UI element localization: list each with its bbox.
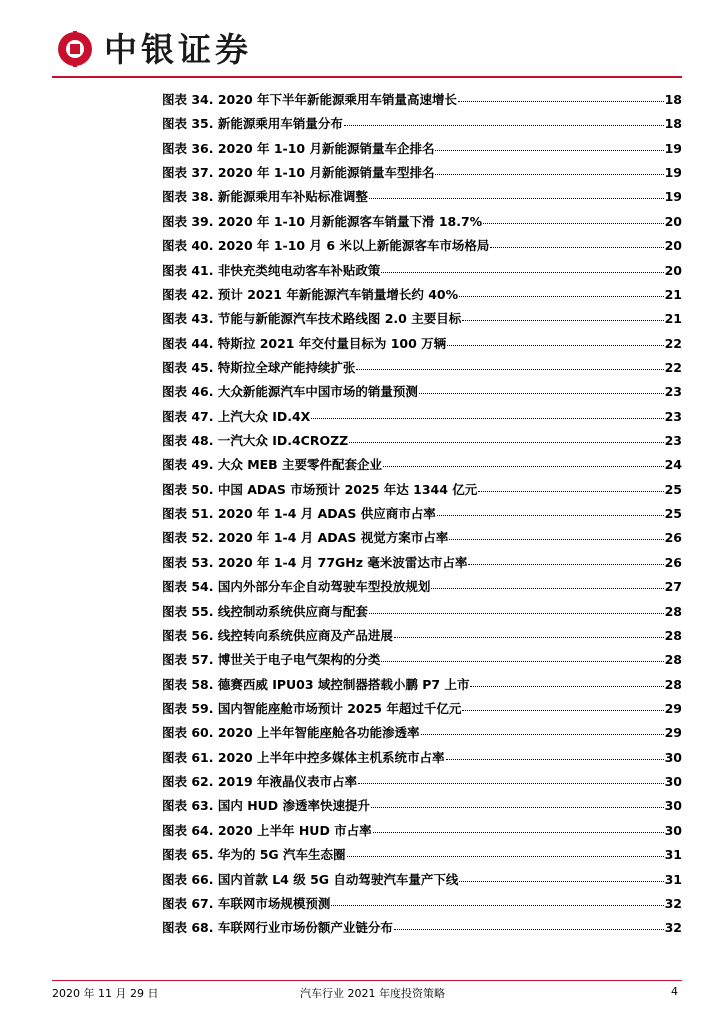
brand-name: 中银证券 bbox=[104, 30, 252, 69]
toc-entry-page[interactable]: 18 bbox=[664, 116, 682, 132]
toc-entry-page[interactable]: 18 bbox=[664, 92, 682, 107]
toc-entry-title[interactable]: 图表 63. 国内 HUD 渗透率快速提升 bbox=[162, 798, 371, 814]
toc-leader-dots bbox=[459, 286, 663, 297]
toc-leader-dots bbox=[490, 237, 663, 248]
footer-report-title: 汽车行业 2021 年度投资策略 bbox=[300, 987, 445, 1000]
toc-entry-page[interactable]: 29 bbox=[664, 700, 682, 716]
toc-leader-dots bbox=[419, 383, 664, 394]
toc-entry[interactable] bbox=[162, 114, 682, 138]
toc-entry-title[interactable]: 图表 65. 华为的 5G 汽车生态圈 bbox=[162, 847, 346, 863]
toc-entry-page[interactable]: 29 bbox=[664, 725, 682, 741]
toc-entry-title[interactable]: 图表 34. 2020 年下半年新能源乘用车销量高速增长 bbox=[162, 92, 457, 107]
toc-entry[interactable] bbox=[162, 845, 682, 869]
toc-entry[interactable] bbox=[162, 382, 682, 406]
toc-entry-title[interactable]: 图表 64. 2020 上半年 HUD 市占率 bbox=[162, 822, 372, 838]
toc-entry-page[interactable]: 20 bbox=[664, 238, 682, 254]
toc-entry-page[interactable]: 26 bbox=[664, 554, 682, 570]
toc-entry-page[interactable]: 23 bbox=[664, 384, 682, 400]
toc-entry-page[interactable]: 22 bbox=[664, 359, 682, 375]
toc-entry[interactable] bbox=[162, 553, 682, 577]
toc-entry-page[interactable]: 27 bbox=[664, 579, 682, 595]
toc-entry-title[interactable]: 图表 41. 非快充类纯电动客车补贴政策 bbox=[162, 262, 381, 278]
toc-entry-page[interactable]: 28 bbox=[664, 603, 682, 619]
toc-entry-title[interactable]: 图表 48. 一汽大众 ID.4CROZZ bbox=[162, 433, 349, 449]
toc-entry-title[interactable]: 图表 67. 车联网市场规模预测 bbox=[162, 895, 331, 911]
toc-entry-page[interactable]: 31 bbox=[664, 847, 682, 863]
toc-entry-title[interactable]: 图表 43. 节能与新能源汽车技术路线图 2.0 主要目标 bbox=[162, 311, 462, 327]
toc-entry[interactable] bbox=[162, 504, 682, 528]
toc-entry[interactable] bbox=[162, 626, 682, 650]
toc-entry-page[interactable]: 24 bbox=[664, 457, 682, 473]
toc-leader-dots bbox=[356, 359, 663, 370]
toc-entry[interactable] bbox=[162, 870, 682, 894]
toc-entry[interactable] bbox=[162, 602, 682, 626]
toc-entry-title[interactable]: 图表 57. 博世关于电子电气架构的分类 bbox=[162, 652, 381, 668]
toc-entry[interactable] bbox=[162, 748, 682, 772]
toc-entry-page[interactable]: 22 bbox=[664, 335, 682, 351]
toc-leader-dots bbox=[381, 262, 663, 273]
toc-leader-dots bbox=[394, 919, 664, 930]
toc-entry[interactable] bbox=[162, 455, 682, 479]
toc-leader-dots bbox=[462, 310, 663, 321]
toc-entry[interactable] bbox=[162, 431, 682, 455]
toc-entry-page[interactable]: 31 bbox=[664, 871, 682, 887]
toc-entry-page[interactable]: 25 bbox=[664, 506, 682, 522]
toc-leader-dots bbox=[431, 578, 663, 589]
toc-entry-title[interactable]: 图表 60. 2020 上半年智能座舱各功能渗透率 bbox=[162, 725, 420, 741]
toc-entry-title[interactable]: 图表 55. 线控制动系统供应商与配套 bbox=[162, 603, 368, 619]
toc-entry-title[interactable]: 图表 39. 2020 年 1-10 月新能源客车销量下滑 18.7% bbox=[162, 213, 483, 229]
toc-entry-title[interactable]: 图表 42. 预计 2021 年新能源汽车销量增长约 40% bbox=[162, 286, 459, 302]
toc-leader-dots bbox=[344, 115, 664, 126]
toc-entry[interactable] bbox=[162, 334, 682, 358]
toc-entry[interactable] bbox=[162, 796, 682, 820]
toc-entry-title[interactable]: 图表 54. 国内外部分车企自动驾驶车型投放规划 bbox=[162, 579, 431, 595]
toc-entry-page[interactable]: 21 bbox=[664, 286, 682, 302]
toc-entry-title[interactable]: 图表 51. 2020 年 1-4 月 ADAS 供应商市占率 bbox=[162, 506, 436, 522]
toc-entry-page[interactable]: 30 bbox=[664, 822, 682, 838]
toc-entry-page[interactable]: 19 bbox=[664, 140, 682, 156]
toc-entry-page[interactable]: 20 bbox=[664, 213, 682, 229]
toc-entry-title[interactable]: 图表 47. 上汽大众 ID.4X bbox=[162, 408, 311, 424]
toc-entry[interactable] bbox=[162, 918, 682, 942]
toc-entry[interactable] bbox=[162, 90, 682, 114]
footer-page-number: 4 bbox=[671, 985, 678, 998]
footer-divider bbox=[52, 980, 682, 981]
toc-entry[interactable] bbox=[162, 139, 682, 163]
toc-entry-page[interactable]: 30 bbox=[664, 798, 682, 814]
toc-entry[interactable] bbox=[162, 894, 682, 918]
toc-entry-title[interactable]: 图表 68. 车联网行业市场份额产业链分布 bbox=[162, 920, 393, 936]
toc-entry[interactable] bbox=[162, 675, 682, 699]
toc-leader-dots bbox=[311, 408, 663, 419]
toc-entry-page[interactable]: 32 bbox=[664, 920, 682, 936]
toc-entry[interactable] bbox=[162, 163, 682, 187]
toc-entry[interactable] bbox=[162, 236, 682, 260]
toc-leader-dots bbox=[459, 871, 663, 882]
toc-entry-page[interactable]: 28 bbox=[664, 676, 682, 692]
table-of-figures bbox=[162, 90, 682, 943]
toc-entry-page[interactable]: 28 bbox=[664, 652, 682, 668]
toc-entry-title[interactable]: 图表 53. 2020 年 1-4 月 77GHz 毫米波雷达市占率 bbox=[162, 554, 468, 570]
page-header bbox=[52, 28, 692, 72]
toc-leader-dots bbox=[373, 822, 664, 833]
toc-entry[interactable] bbox=[162, 650, 682, 674]
header-divider bbox=[52, 76, 682, 78]
toc-leader-dots bbox=[468, 554, 663, 565]
toc-entry-title[interactable]: 图表 59. 国内智能座舱市场预计 2025 年超过千亿元 bbox=[162, 700, 462, 716]
toc-leader-dots bbox=[458, 91, 664, 102]
toc-entry-title[interactable]: 图表 45. 特斯拉全球产能持续扩张 bbox=[162, 359, 356, 375]
toc-entry[interactable] bbox=[162, 187, 682, 211]
toc-leader-dots bbox=[381, 651, 663, 662]
toc-entry-title[interactable]: 图表 61. 2020 上半年中控多媒体主机系统市占率 bbox=[162, 749, 445, 765]
toc-entry[interactable] bbox=[162, 821, 682, 845]
toc-leader-dots bbox=[358, 773, 664, 784]
toc-entry-title[interactable]: 图表 56. 线控转向系统供应商及产品进展 bbox=[162, 627, 393, 643]
toc-entry-title[interactable]: 图表 40. 2020 年 1-10 月 6 米以上新能源客车市场格局 bbox=[162, 238, 490, 254]
toc-leader-dots bbox=[446, 749, 664, 760]
toc-entry-title[interactable]: 图表 52. 2020 年 1-4 月 ADAS 视觉方案市占率 bbox=[162, 530, 449, 546]
toc-entry[interactable] bbox=[162, 285, 682, 309]
toc-entry-title[interactable]: 图表 44. 特斯拉 2021 年交付量目标为 100 万辆 bbox=[162, 335, 447, 351]
toc-entry[interactable] bbox=[162, 261, 682, 285]
toc-entry-title[interactable]: 图表 50. 中国 ADAS 市场预计 2025 年达 1344 亿元 bbox=[162, 481, 478, 497]
toc-leader-dots bbox=[347, 846, 664, 857]
toc-entry-page[interactable]: 26 bbox=[664, 530, 682, 546]
toc-entry-page[interactable]: 30 bbox=[664, 774, 682, 790]
toc-leader-dots bbox=[369, 188, 664, 199]
toc-entry-page[interactable]: 25 bbox=[664, 481, 682, 497]
toc-entry[interactable] bbox=[162, 407, 682, 431]
toc-entry-title[interactable]: 图表 38. 新能源乘用车补贴标准调整 bbox=[162, 189, 368, 205]
toc-leader-dots bbox=[383, 456, 664, 467]
toc-leader-dots bbox=[394, 627, 664, 638]
toc-leader-dots bbox=[437, 505, 664, 516]
toc-leader-dots bbox=[349, 432, 663, 443]
toc-entry-page[interactable]: 19 bbox=[664, 189, 682, 205]
toc-entry[interactable] bbox=[162, 772, 682, 796]
toc-entry[interactable] bbox=[162, 699, 682, 723]
toc-leader-dots bbox=[435, 140, 663, 151]
toc-entry-page[interactable]: 20 bbox=[664, 262, 682, 278]
toc-entry-page[interactable]: 21 bbox=[664, 311, 682, 327]
toc-entry[interactable] bbox=[162, 358, 682, 382]
toc-entry-title[interactable]: 图表 36. 2020 年 1-10 月新能源销量车企排名 bbox=[162, 140, 435, 156]
toc-entry[interactable] bbox=[162, 723, 682, 747]
toc-leader-dots bbox=[483, 213, 663, 224]
toc-entry-page[interactable]: 28 bbox=[664, 627, 682, 643]
bank-of-china-logo-icon bbox=[58, 32, 92, 66]
toc-entry-title[interactable]: 图表 62. 2019 年液晶仪表市占率 bbox=[162, 774, 357, 790]
toc-entry[interactable] bbox=[162, 309, 682, 333]
toc-entry-title[interactable]: 图表 58. 德赛西威 IPU03 域控制器搭载小鹏 P7 上市 bbox=[162, 676, 470, 692]
toc-leader-dots bbox=[331, 895, 663, 906]
toc-leader-dots bbox=[369, 603, 664, 614]
toc-entry-page[interactable]: 32 bbox=[664, 895, 682, 911]
toc-entry[interactable] bbox=[162, 577, 682, 601]
toc-leader-dots bbox=[435, 164, 663, 175]
toc-entry-page[interactable]: 30 bbox=[664, 749, 682, 765]
toc-leader-dots bbox=[447, 335, 663, 346]
toc-leader-dots bbox=[462, 700, 663, 711]
toc-leader-dots bbox=[449, 529, 663, 540]
toc-entry[interactable] bbox=[162, 480, 682, 504]
toc-entry-title[interactable]: 图表 66. 国内首款 L4 级 5G 自动驾驶汽车量产下线 bbox=[162, 871, 459, 887]
toc-entry-title[interactable]: 图表 46. 大众新能源汽车中国市场的销量预测 bbox=[162, 384, 418, 400]
toc-entry[interactable] bbox=[162, 528, 682, 552]
toc-entry-title[interactable]: 图表 35. 新能源乘用车销量分布 bbox=[162, 116, 343, 132]
toc-leader-dots bbox=[470, 676, 663, 687]
toc-leader-dots bbox=[421, 724, 664, 735]
toc-leader-dots bbox=[371, 797, 664, 808]
toc-entry-title[interactable]: 图表 49. 大众 MEB 主要零件配套企业 bbox=[162, 457, 383, 473]
toc-entry-title[interactable]: 图表 37. 2020 年 1-10 月新能源销量车型排名 bbox=[162, 165, 435, 181]
footer-date: 2020 年 11 月 29 日 bbox=[52, 987, 159, 1000]
toc-entry-page[interactable]: 23 bbox=[664, 433, 682, 449]
toc-entry[interactable] bbox=[162, 212, 682, 236]
toc-entry-page[interactable]: 23 bbox=[664, 408, 682, 424]
toc-entry-page[interactable]: 19 bbox=[664, 165, 682, 181]
toc-leader-dots bbox=[478, 481, 663, 492]
